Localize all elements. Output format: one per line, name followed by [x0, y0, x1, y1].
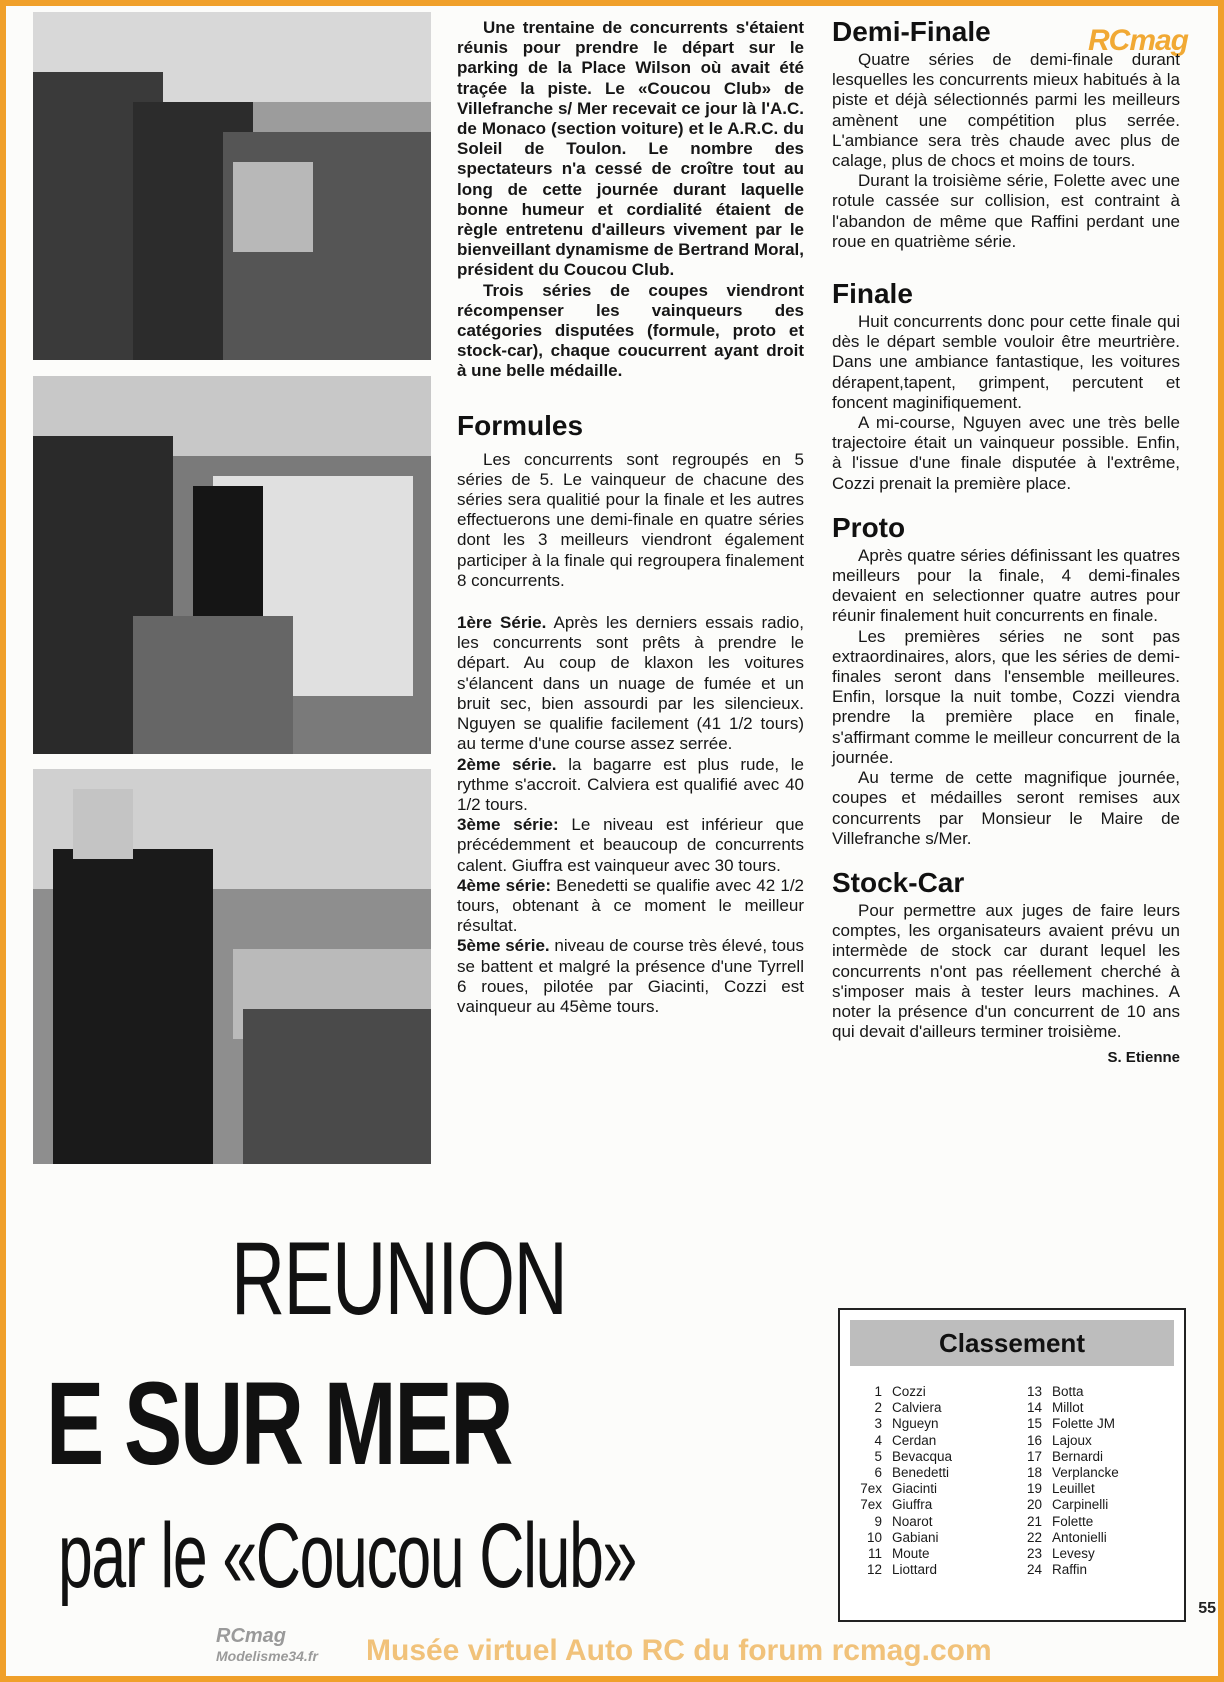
classement-rank: 6: [874, 1465, 882, 1481]
classement-entry: [852, 1546, 952, 1562]
classement-name: Carpinelli: [1052, 1497, 1109, 1513]
magazine-page: [6, 6, 1218, 1676]
classement-name: Bernardi: [1052, 1448, 1104, 1464]
classement-entry: [1012, 1562, 1119, 1578]
classement-entry: [852, 1433, 952, 1449]
classement-rank: 7ex: [860, 1481, 882, 1497]
proto-paragraph-3: Au terme de cette magnifique journée, coupes et médailles seront remises aux concurrents par Monsieur le Maire de Villefranche s/Mer.: [832, 768, 1180, 848]
section-title-formules: Formules: [457, 409, 584, 441]
classement-name: Folette: [1052, 1513, 1094, 1529]
classement-rank: 2: [874, 1400, 882, 1416]
intro-paragraph-2: Trois séries de coupes viendront récompenser les vainqueurs des catégories disputées (formule, proto et stock-car), chaque coucurrent ayant droit à une belle médaille.: [457, 280, 804, 381]
classement-entry: [852, 1465, 952, 1481]
demi-paragraph-1: Quatre séries de demi-finale durant lesquelles les concurrents mieux habitués à la piste et déjà sélectionnés parmi les meilleurs amènent une compétition plus serrée. L'ambiance sera très chaude avec plus de calage, plus de chocs et moins de tours.: [832, 50, 1180, 171]
classement-entry: [1012, 1449, 1119, 1465]
finale-paragraph-2: A mi-course, Nguyen avec une très belle trajectoire était un vainqueur possible. Enfin, à l'issue d'une finale disputée à l'extrême, Cozzi prenait la première place.: [832, 413, 1180, 493]
classement-entry: [1012, 1530, 1119, 1546]
classement-entry: [1012, 1481, 1119, 1497]
classement-entry: [852, 1384, 952, 1400]
serie-3-text: Le niveau est inférieur que précédemment et beaucoup de concurrents calent. Giuffra est vainqueur avec 30 tours.: [457, 815, 804, 875]
classement-entry: [852, 1530, 952, 1546]
serie-2-text: la bagarre est plus rude, le rythme s'accroit. Calviera est qualifié avec 40 1/2 tours.: [457, 754, 804, 814]
headline-line-1: REUNION: [231, 1221, 567, 1337]
classement-name: Noarot: [892, 1513, 933, 1529]
classement-entry: [852, 1449, 952, 1465]
classement-rank: 18: [1026, 1465, 1042, 1481]
serie-1-text: Après les derniers essais radio, les concurrents sont prêts à prendre le départ. Au coup de klaxon les voitures s'élancent dans un nuage de fumée et un bruit sec, bien assourdi par les silencieux. Nguyen se qualifie facilement (41 1/2 tours) au terme d'une course assez serrée.: [457, 613, 804, 754]
classement-name: Cerdan: [892, 1432, 937, 1448]
classement-name: Cozzi: [892, 1384, 926, 1399]
classement-name: Folette JM: [1052, 1416, 1116, 1432]
classement-rank: 4: [874, 1432, 882, 1448]
classement-title: Classement: [850, 1320, 1174, 1366]
classement-name: Giuffra: [892, 1497, 933, 1513]
classement-name: Lajoux: [1052, 1432, 1092, 1448]
intro-paragraph-1: Une trentaine de concurrents s'étaient réunis pour prendre le départ sur le parking de la Place Wilson où avait été traçée la piste. Le «Coucou Club» de Villefranche s/ Mer recevait ce jour là l'A.C. de Monaco (section voiture) et le A.R.C. du Soleil de Toulon. Le nombre des spectateurs n'a cessé de croître tout au long de cette journée durant laquelle bonne humeur et cordialité étaient de règle entretenu d'ailleurs vivement par le bienveillant dynamisme de Bertrand Moral, président du Coucou Club.: [457, 18, 804, 280]
footer-logo: [216, 1626, 318, 1666]
column-middle: [457, 18, 804, 1017]
footer-logo-line-1: RCmag: [216, 1625, 287, 1647]
classement-list-right: [1012, 1384, 1119, 1578]
photo-driver-radio: [33, 769, 431, 1164]
serie-4-label: 4ème série:: [457, 875, 551, 895]
classement-name: Leuillet: [1052, 1481, 1095, 1497]
classement-entry: [852, 1497, 952, 1513]
classement-name: Benedetti: [892, 1465, 950, 1481]
classement-name: Liottard: [892, 1562, 938, 1578]
classement-rank: 16: [1026, 1432, 1042, 1448]
classement-name: Calviera: [892, 1400, 942, 1416]
proto-paragraph-2: Les premières séries ne sont pas extraordinaires, alors, que les séries de demi-finales seront dans l'ensemble meilleures. Enfin, lorsque la nuit tombe, Cozzi viendra prendre la première place en finale, s'affirmant comme le meilleur concurrent de la journée.: [832, 626, 1180, 767]
classement-rank: 17: [1026, 1448, 1042, 1464]
classement-rank: 3: [874, 1416, 882, 1432]
classement-entry: [1012, 1514, 1119, 1530]
classement-rank: 12: [866, 1562, 882, 1578]
classement-rank: 14: [1026, 1400, 1042, 1416]
photo-spectators: [33, 12, 431, 360]
headline-line-2: E SUR MER: [46, 1358, 512, 1490]
classement-box: [838, 1308, 1186, 1622]
serie-2-label: 2ème série.: [457, 754, 557, 774]
column-right: [832, 16, 1180, 1069]
classement-name: Ngueyn: [892, 1416, 939, 1432]
classement-rank: 1: [874, 1384, 882, 1399]
classement-entry: [852, 1400, 952, 1416]
demi-paragraph-2: Durant la troisième série, Folette avec une rotule cassée sur collision, est contraint à l'abandon de même que Raffini perdant une roue en quatrième série.: [832, 171, 1180, 251]
classement-rank: 20: [1026, 1497, 1042, 1513]
classement-entry: [852, 1416, 952, 1432]
footer-logo-line-2: Modelisme34.fr: [216, 1648, 318, 1664]
finale-paragraph-1: Huit concurrents donc pour cette finale qui dès le départ semble vouloir être meurtrière. Dans une ambiance fantastique, les voitures dérapent,tapent, grimpent, percutent et foncent maginifiquement.: [832, 312, 1180, 412]
serie-1-label: 1ère Série.: [457, 613, 547, 633]
classement-rank: 9: [874, 1513, 882, 1529]
classement-entry: [1012, 1497, 1119, 1513]
footer-text: Musée virtuel Auto RC du forum rcmag.com: [366, 1634, 992, 1667]
classement-entry: [1012, 1400, 1119, 1416]
serie-4-text: Benedetti se qualifie avec 42 1/2 tours, obtenant à ce moment le meilleur résultat.: [457, 875, 804, 936]
page-number: 55: [1198, 1600, 1216, 1617]
classement-name: Antonielli: [1052, 1529, 1107, 1545]
proto-paragraph-1: Après quatre séries définissant les quatres meilleurs pour la finale, 4 demi-finales devaient en selectionner quatre autres pour réunir finalement huit concurrents en finale.: [832, 545, 1180, 626]
classement-entry: [852, 1481, 952, 1497]
classement-rank: 11: [867, 1546, 882, 1562]
classement-rank: 22: [1026, 1529, 1042, 1545]
classement-name: Gabiani: [892, 1529, 939, 1545]
classement-name: Botta: [1052, 1384, 1084, 1399]
classement-rank: 7ex: [860, 1497, 882, 1513]
classement-name: Levesy: [1052, 1546, 1095, 1562]
classement-name: Millot: [1052, 1400, 1084, 1416]
classement-entry: [1012, 1384, 1119, 1400]
classement-rank: 21: [1026, 1513, 1042, 1529]
classement-rank: 15: [1026, 1416, 1042, 1432]
serie-3-label: 3ème série:: [457, 815, 559, 835]
classement-list-left: [852, 1384, 952, 1578]
rcmag-logo: RCmag: [1087, 24, 1188, 57]
serie-5-text: niveau de course très élevé, tous se battent et malgré la présence d'une Tyrrell 6 roues, pilotée par Giacinti, Cozzi est vainqueur au 45ème tours.: [457, 936, 804, 1016]
section-title-finale: Finale: [832, 278, 913, 310]
section-title-proto: Proto: [832, 511, 906, 543]
classement-rank: 5: [874, 1448, 882, 1464]
stock-paragraph: Pour permettre aux juges de faire leurs comptes, les organisateurs avaient prévu un intermède de stock car durant lequel les concurrents n'ont pas réellement cherché à s'imposer mais à tester leurs machines. A noter la présence d'un concurrent de 10 ans qui devait d'ailleurs terminer troisième.: [832, 900, 1180, 1042]
classement-entry: [1012, 1546, 1119, 1562]
classement-entry: [1012, 1465, 1119, 1481]
classement-entry: [852, 1514, 952, 1530]
section-title-stock-car: Stock-Car: [832, 866, 965, 898]
classement-entry: [1012, 1433, 1119, 1449]
classement-name: Giacinti: [892, 1481, 938, 1497]
classement-entry: [852, 1562, 952, 1578]
classement-rank: 19: [1026, 1481, 1042, 1497]
formules-paragraph: Les concurrents sont regroupés en 5 séries de 5. Le vainqueur de chacune des séries sera qualitié pour la finale et les autres effectuerons une demi-finale en quatre séries dont les 3 meilleurs viendront également participer à la finale qui regroupera finalement 8 concurrents.: [457, 449, 804, 590]
classement-rank: 10: [866, 1529, 882, 1545]
classement-rank: 24: [1026, 1562, 1042, 1578]
classement-name: Verplancke: [1052, 1465, 1119, 1481]
photo-car-crowd: [33, 376, 431, 754]
author-signature: S. Etienne: [1107, 1049, 1180, 1067]
section-title-demi-finale: Demi-Finale: [832, 16, 991, 47]
classement-name: Moute: [892, 1546, 930, 1562]
serie-5-label: 5ème série.: [457, 936, 550, 956]
classement-name: Raffin: [1052, 1562, 1088, 1578]
classement-entry: [1012, 1416, 1119, 1432]
classement-rank: 13: [1026, 1384, 1042, 1399]
classement-name: Bevacqua: [892, 1448, 953, 1464]
classement-rank: 23: [1026, 1546, 1042, 1562]
headline-line-3: par le «Coucou Club»: [58, 1505, 636, 1607]
